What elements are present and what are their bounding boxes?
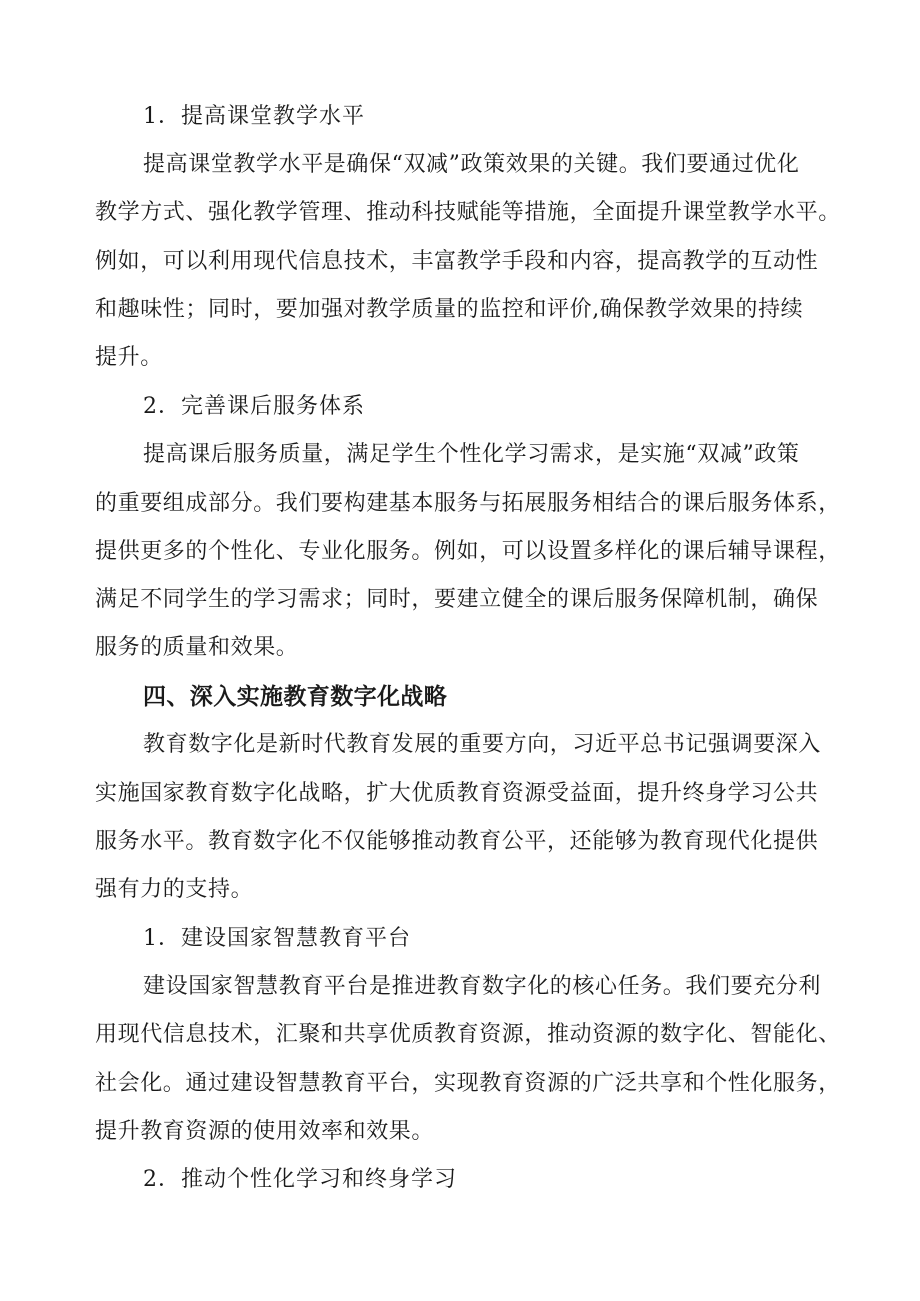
paragraph-line: 提高课后服务质量，满足学生个性化学习需求，是实施“双减”政策 [143, 442, 800, 467]
paragraph-line: 提升。 [95, 345, 163, 370]
paragraph-line: 提升教育资源的使用效率和效果。 [95, 1119, 435, 1144]
paragraph-line: 建设国家智慧教育平台是推进教育数字化的核心任务。我们要充分利 [143, 974, 822, 999]
subheading-personalized-lifelong-learning: 2．推动个性化学习和终身学习 [143, 1167, 457, 1192]
paragraph-line: 服务水平。教育数字化不仅能够推动教育公平，还能够为教育现代化提供 [95, 829, 819, 854]
subheading-smart-education-platform: 1．建设国家智慧教育平台 [143, 926, 411, 951]
paragraph-line: 满足不同学生的学习需求；同时，要建立健全的课后服务保障机制，确保 [95, 587, 819, 612]
paragraph-line: 的重要组成部分。我们要构建基本服务与拓展服务相结合的课后服务体系， [95, 491, 841, 516]
subheading-improve-classroom-teaching: 1．提高课堂教学水平 [143, 104, 365, 129]
paragraph-line: 用现代信息技术，汇聚和共享优质教育资源，推动资源的数字化、智能化、 [95, 1022, 841, 1047]
subheading-after-school-services: 2．完善课后服务体系 [143, 394, 365, 419]
paragraph-line: 例如，可以利用现代信息技术，丰富教学手段和内容，提高教学的互动性 [95, 249, 819, 274]
paragraph-line: 教学方式、强化教学管理、推动科技赋能等措施，全面提升课堂教学水平。 [95, 200, 841, 225]
paragraph-line: 提供更多的个性化、专业化服务。例如，可以设置多样化的课后辅导课程， [95, 539, 841, 564]
paragraph-line: 教育数字化是新时代教育发展的重要方向，习近平总书记强调要深入 [143, 732, 822, 757]
paragraph-line: 和趣味性；同时，要加强对教学质量的监控和评价,确保教学效果的持续 [95, 297, 804, 322]
paragraph-line: 社会化。通过建设智慧教育平台，实现教育资源的广泛共享和个性化服务， [95, 1071, 841, 1096]
paragraph-line: 提高课堂教学水平是确保“双减”政策效果的关键。我们要通过优化 [143, 152, 800, 177]
section-heading-digital-education: 四、深入实施教育数字化战略 [143, 684, 448, 710]
paragraph-line: 服务的质量和效果。 [95, 635, 299, 660]
paragraph-line: 实施国家教育数字化战略，扩大优质教育资源受益面，提升终身学习公共 [95, 781, 819, 806]
paragraph-line: 强有力的支持。 [95, 877, 254, 902]
